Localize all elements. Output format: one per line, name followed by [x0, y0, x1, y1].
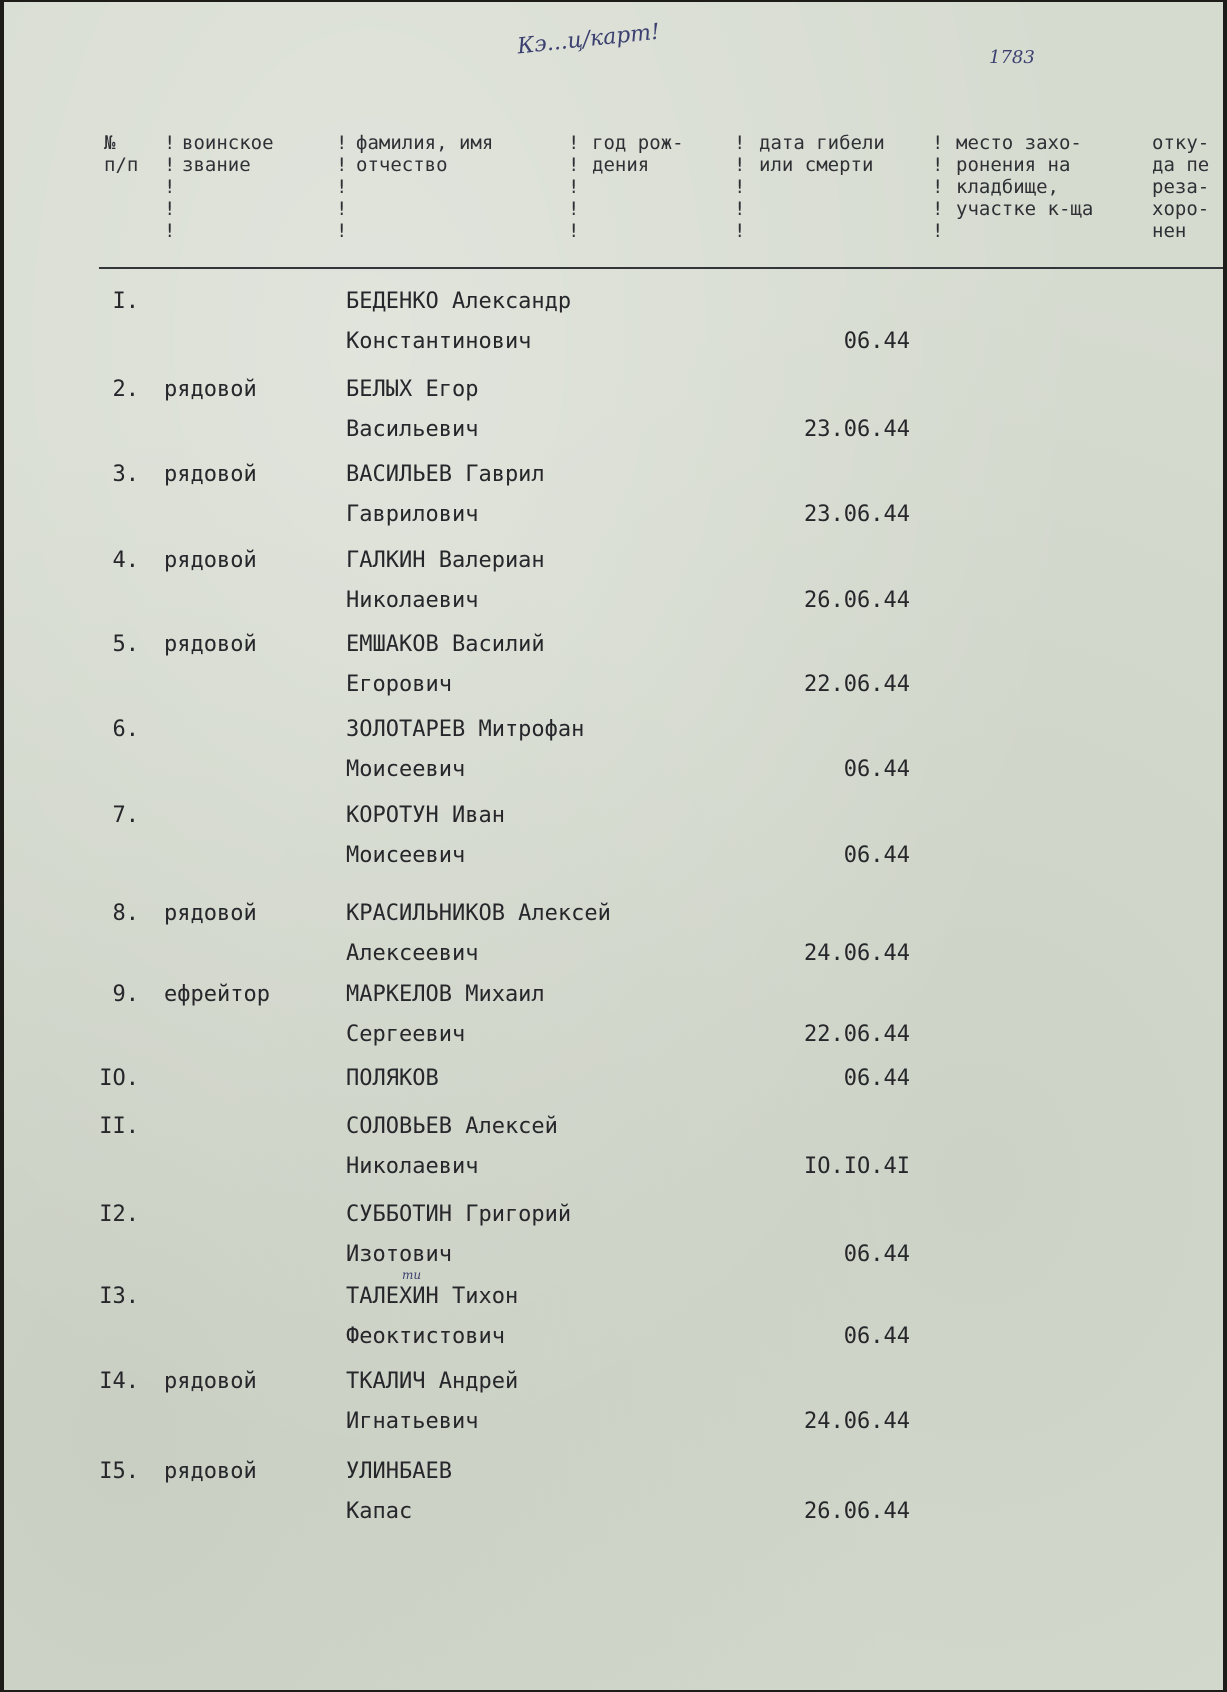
row-death-date: 06.44	[843, 757, 910, 782]
row-number: 8.	[112, 901, 139, 926]
row-patronymic: Николаевич	[346, 1154, 479, 1179]
row-patronymic: Изотович	[346, 1242, 452, 1267]
row-surname-name: МАРКЕЛОВ Михаил	[346, 982, 545, 1007]
row-surname-name: ГАЛКИН Валериан	[346, 548, 545, 573]
table-row	[4, 287, 1223, 354]
row-number: I5.	[99, 1459, 139, 1484]
row-surname-name: СОЛОВЬЕВ Алексей	[346, 1114, 558, 1139]
table-row	[4, 1112, 1223, 1179]
row-death-date: 24.06.44	[804, 1409, 910, 1434]
row-surname-name: ПОЛЯКОВ	[346, 1066, 439, 1091]
row-number: I.	[112, 289, 139, 314]
table-row	[4, 899, 1223, 966]
row-number: I2.	[99, 1202, 139, 1227]
row-patronymic: Васильевич	[346, 417, 479, 442]
row-death-date: 22.06.44	[804, 672, 910, 697]
row-death-date: 26.06.44	[804, 588, 910, 613]
table-row	[4, 1367, 1223, 1434]
row-death-date: 23.06.44	[804, 417, 910, 442]
row-number: 6.	[112, 717, 139, 742]
row-number: 2.	[112, 377, 139, 402]
table-row	[4, 1200, 1223, 1267]
handwritten-note: Кэ...ц/карт!	[516, 19, 662, 60]
header-burial: место захо- ронения на кладбище, участке к-ща	[956, 132, 1094, 220]
row-number: 5.	[112, 632, 139, 657]
row-patronymic: Моисеевич	[346, 843, 466, 868]
table-row	[4, 1282, 1223, 1349]
header-rank: воинское звание	[182, 132, 274, 176]
row-number: 4.	[112, 548, 139, 573]
row-number: 9.	[112, 982, 139, 1007]
row-rank: рядовой	[164, 377, 257, 402]
header-reburied: отку- да пе реза- хоро- нен	[1152, 132, 1210, 242]
row-surname-name: ЕМШАКОВ Василий	[346, 632, 545, 657]
row-patronymic: Егорович	[346, 672, 452, 697]
row-rank: рядовой	[164, 632, 257, 657]
row-patronymic: Алексеевич	[346, 941, 479, 966]
row-surname-name: СУББОТИН Григорий	[346, 1202, 572, 1227]
row-death-date: IO.IO.4I	[804, 1154, 910, 1179]
table-row	[4, 546, 1223, 613]
header-death: дата гибели или смерти	[759, 132, 885, 176]
header-birth: год рож- дения	[592, 132, 684, 176]
row-surname-name: БЕДЕНКО Александр	[346, 289, 572, 314]
row-rank: рядовой	[164, 1459, 257, 1484]
table-row	[4, 801, 1223, 868]
header-separator: ! ! ! ! !	[568, 132, 580, 242]
row-death-date: 06.44	[843, 1324, 910, 1349]
row-rank: рядовой	[164, 548, 257, 573]
header-rule	[99, 267, 1223, 269]
row-death-date: 06.44	[843, 1066, 910, 1091]
handwritten-number: 1783	[989, 47, 1035, 68]
row-surname-name: ТАЛЕХИН Тихон	[346, 1284, 519, 1309]
row-patronymic: Феоктистович	[346, 1324, 505, 1349]
row-number: 3.	[112, 462, 139, 487]
row-patronymic: Гаврилович	[346, 502, 479, 527]
table-row	[4, 375, 1223, 442]
row-death-date: 06.44	[843, 1242, 910, 1267]
row-death-date: 06.44	[843, 843, 910, 868]
row-death-date: 26.06.44	[804, 1499, 910, 1524]
row-death-date: 24.06.44	[804, 941, 910, 966]
row-number: IO.	[99, 1066, 139, 1091]
row-patronymic: Моисеевич	[346, 757, 466, 782]
row-rank: рядовой	[164, 1369, 257, 1394]
row-patronymic: Капас	[346, 1499, 413, 1524]
row-death-date: 06.44	[843, 329, 910, 354]
row-number: I3.	[99, 1284, 139, 1309]
handwritten-correction: ти	[402, 1268, 422, 1282]
row-patronymic: Николаевич	[346, 588, 479, 613]
row-death-date: 23.06.44	[804, 502, 910, 527]
row-number: II.	[99, 1114, 139, 1139]
row-rank: ефрейтор	[164, 982, 270, 1007]
row-rank: рядовой	[164, 901, 257, 926]
row-surname-name: ЗОЛОТАРЕВ Митрофан	[346, 717, 585, 742]
header-separator: ! ! ! ! !	[932, 132, 944, 242]
row-patronymic: Игнатьевич	[346, 1409, 479, 1434]
header-separator: ! ! ! ! !	[336, 132, 348, 242]
row-death-date: 22.06.44	[804, 1022, 910, 1047]
row-number: 7.	[112, 803, 139, 828]
header-separator: ! ! ! ! !	[164, 132, 176, 242]
row-surname-name: УЛИНБАЕВ	[346, 1459, 452, 1484]
table-row	[4, 460, 1223, 527]
row-surname-name: ВАСИЛЬЕВ Гаврил	[346, 462, 545, 487]
table-header	[4, 132, 1223, 262]
row-rank: рядовой	[164, 462, 257, 487]
table-row	[4, 715, 1223, 782]
row-patronymic: Константинович	[346, 329, 532, 354]
table-row	[4, 1457, 1223, 1524]
header-name: фамилия, имя отчество	[356, 132, 494, 176]
row-patronymic: Сергеевич	[346, 1022, 466, 1047]
header-num: № п/п	[104, 132, 139, 176]
row-surname-name: КРАСИЛЬНИКОВ Алексей	[346, 901, 611, 926]
table-row	[4, 980, 1223, 1047]
row-number: I4.	[99, 1369, 139, 1394]
header-separator: ! ! ! ! !	[734, 132, 746, 242]
row-surname-name: ТКАЛИЧ Андрей	[346, 1369, 519, 1394]
table-row	[4, 630, 1223, 697]
row-surname-name: БЕЛЫХ Егор	[346, 377, 479, 402]
row-surname-name: КОРОТУН Иван	[346, 803, 505, 828]
document-page	[4, 2, 1223, 1690]
